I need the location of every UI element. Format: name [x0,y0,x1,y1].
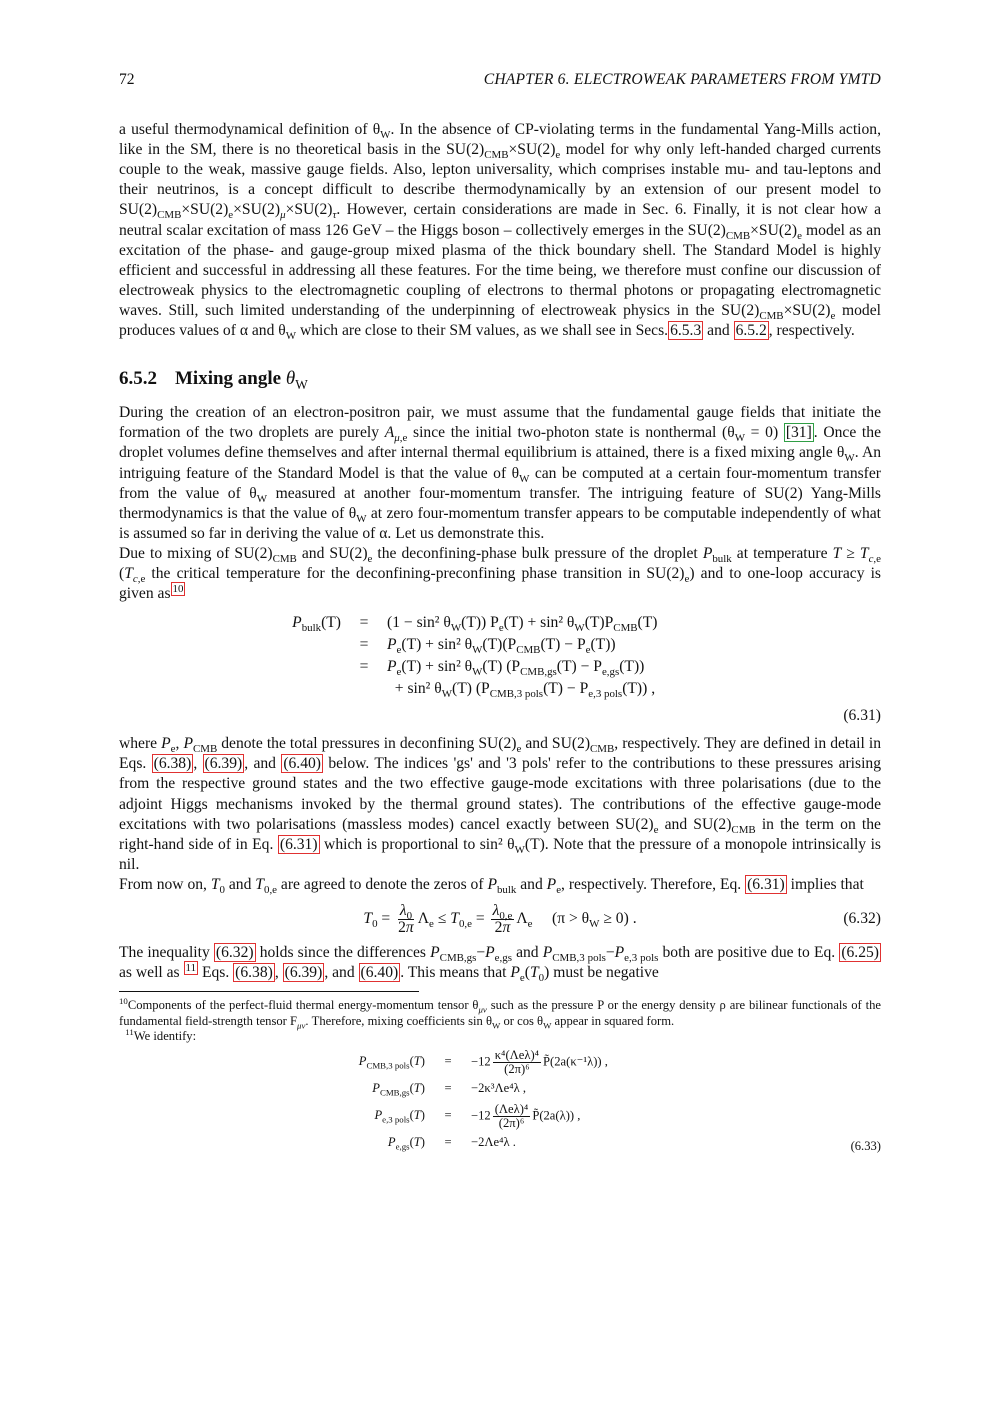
equation-6-31: $P_{bulk}(T)$ = (1 − sin² $\theta_W(T)$) $P_e(T) + \sin^2$ $\theta_W(T)P_{CMB}(T)$ = $P_e(T) + \sin^2$ $\theta_W(T)(P_{CMB}(T) - P_e(T))$ = $P_e(T) + \sin^2$ $\theta_W(T) (P_{CMB,gs}(T) - P_{e,gs}(T))$ + sin² $\theta_W(T) (P_{CMB,3 pols}(T) - P_{e,3 pols}(T))$ , (6.31) [119,612,881,726]
ref-link-6-38-b[interactable]: (6.38) [235,964,273,982]
page-number: 72 [119,71,135,88]
equation-number: (6.33) [850,1139,881,1154]
ref-link-6-40[interactable]: (6.40) [283,755,321,773]
intro-paragraph: a useful thermodynamical definition of $\theta_W$. In the absence of CP-violating terms in the fundamental Yang-Mills action, like in the SM, there is no theoretical basis in the $SU(2)_{CMB}\times SU(2)_e$ model for why only left-handed charged currents couple to the weak, massive gauge fields. Also, lepton universality, which comprises instable mu- and tau-leptons and their neutrinos, is a concept difficult to describe thermodynamically by an extension of our present model to $SU(2)_{CMB}\times SU(2)_e\times SU(2)_\mu\times SU(2)_\tau$. However, certain considerations are made in Sec. 6. Finally, it is not clear how a neutral scalar excitation of mass 126 GeV – the Higgs boson – collectively emerges in the $SU(2)_{CMB}\times SU(2)_e$ model as an excitation of the phase- and gauge-group mixed plasma of the thick boundary shell. The Standard Model is highly efficient and successful in addressing all these features. For the time being, we therefore must confine our discussion of electroweak physics to the electromagnetic coupling of electrons to thermal photons or propagating electromagnetic waves. Still, such limited understanding of the underpinning of electroweak physics in the $SU(2)_{CMB}\times SU(2)_e$ model produces values of α and $\theta_W$ which are close to their SM values, as we shall see in Secs. 6.5.3 and 6.5.2 , respectively. [119,121,882,343]
mixing-paragraph-4: From now on, $T_0$ and $T_{0,e}$ are agreed to denote the zeros of $P_{bulk}$ and $P_e$, respectively. Therefore, Eq. (6.31) implies that [119,875,864,897]
footnote-marker-11[interactable]: 11 [185,961,197,974]
mixing-paragraph-1: During the creation of an electron-positron pair, we must assume that the fundamental gauge fields that initiate the formation of the two droplets are purely $A_{\mu,e}$ since the initial two-photon state is nonthermal $(\theta_W = 0)$ [31] . Once the droplet volumes define themselves and after internal thermal equilibrium is attained, there is a fixed mixing angle $\theta_W$. An intriguing feature of the Standard Model is that the value of $\theta_W$ can be computed at a certain four-momentum transfer from the value of $\theta_W$ measured at another four-momentum transfer. The intriguing feature of SU(2) Yang-Mills thermodynamics is that the value of $\theta_W$ at zero four-momentum transfer appears to be computable independently of what is assumed so far in deriving the value of α. Let us demonstrate this. [119,404,882,542]
ref-link-6-40-b[interactable]: (6.40) [360,964,399,982]
mixing-paragraph-5: The inequality (6.32) holds since the differences $P_{CMB,gs}-P_{e,gs}$ and $P_{CMB,3 pols}-P_{e,3 pols}$ both are positive due to Eq. (6.25) as well as $^{11}$ Eqs. (6.38) , (6.39) , and (6.40) . This means that $P_e(T_0)$ must be negative [119,944,879,985]
footnote-marker-10[interactable]: 10 [172,582,184,595]
citation-31[interactable]: [31] [785,424,812,442]
mixing-paragraph-3: where $P_e$, $P_{CMB}$ denote the total pressures in deconfining $SU(2)_e$ and $SU(2)_{CMB}$, respectively. They are defined in detail in Eqs. (6.38) , (6.39) , and (6.40) below. The indices 'gs' and '3 pols' refer to the contributions to these pressures arising from the respective ground states and the two effective gauge-mode excitations with three polarisations (due to the adjoint Higgs mechanisms invoked by the thermal ground states). The contributions of the effective gauge-mode excitations with two polarisations (massless modes) cancel exactly between $SU(2)_e$ and $SU(2)_{CMB}$ in the term on the right-hand side of in Eq. (6.31) which is proportional to sin² $\theta_W(T)$. Note that the pressure of a monopole intrinsically is nil. [119,735,882,873]
ref-link-6-31-b[interactable]: (6.31) [747,875,785,893]
ref-link-6-38[interactable]: (6.38) [153,755,192,773]
ref-link-6-25[interactable]: (6.25) [841,944,879,961]
equation-number: (6.31) [843,707,881,725]
ref-link-6-5-3[interactable]: 6.5.3 [670,322,702,340]
section-number: 6.5.2 [119,368,157,390]
ref-link-6-5-2[interactable]: 6.5.2 [735,322,767,340]
footnote-10: $^{10}$Components of the perfect-fluid thermal energy-momentum tensor $\theta_{\mu\nu}$ such as the pressure P or the energy density ρ are bilinear functionals of the fundamental field-strength tensor $F_{\mu\nu}$. Therefore, mixing coefficients $\sin \theta_W$ or $\cos \theta_W$ appear in squared form. [119,996,882,1031]
footnote-divider [119,991,419,992]
page-header [119,70,881,90]
equation-6-33: $P_{CMB,3 pols}(T)$ = −12 $\frac{\text{κ⁴(Λeλ)⁴}}{\text{(2π)⁶}}$ P̃(2a(κ⁻¹λ)) , $P_{CMB,gs}(T)$ = −2κ³Λe⁴λ , $P_{e,3 pols}(T)$ = −12 $\frac{\text{(Λeλ)⁴}}{\text{(2π)⁶}}$ P̃(2a(λ)) , $P_{e,gs}(T)$ = −2Λe⁴λ . (6.33) [358,1047,881,1154]
equation-6-32: $T_0$ = $\frac{\lambda_0}{2\pi}$ $\Lambda_e \le T_{0,e}$ = $\frac{\lambda_{0,e}}{2\pi}$ $\Lambda_e$ $(\pi > \theta_W \ge 0)$ . (6.32) [363,901,881,936]
mixing-paragraph-2: Due to mixing of $SU(2)_{CMB}$ and $SU(2)_e$ the deconfining-phase bulk pressure of the droplet $P_{bulk}$ at temperature $T \ge T_{c,e}$ ($T_{c,e}$ the critical temperature for the deconfining-preconfining phase transition in $SU(2)_e$) and to one-loop accuracy is given as $^{10}$ [119,544,882,603]
section-heading: 6.5.2 Mixing angle $\theta_W$ [119,368,308,392]
footnote-11: $^{11}$We identify: [125,1027,197,1044]
ref-link-6-31[interactable]: (6.31) [279,835,318,853]
equation-number: (6.32) [843,910,881,927]
ref-link-6-39[interactable]: (6.39) [204,755,243,773]
section-title: Mixing angle [175,368,282,390]
running-head: CHAPTER 6. ELECTROWEAK PARAMETERS FROM YMTD [483,71,881,88]
ref-link-6-32[interactable]: (6.32) [215,944,254,961]
ref-link-6-39-b[interactable]: (6.39) [284,964,323,982]
